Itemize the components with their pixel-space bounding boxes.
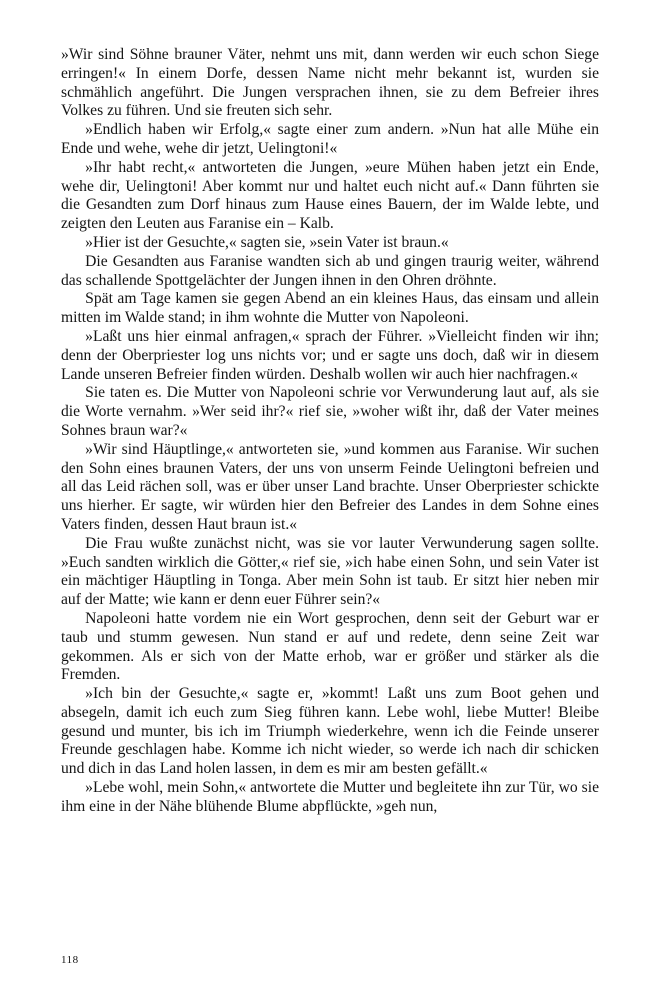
paragraph: »Wir sind Söhne brauner Väter, nehmt uns mit, dann werden wir euch schon Siege erringen!« In einem Dorfe, dessen Name nicht mehr bekannt ist, wurden sie schmählich angeführt. Die Jungen versprachen ihnen, sie zu dem Befreier ihres Volkes zu führen. Und sie freuten sich sehr. [61,46,599,120]
paragraph: Die Gesandten aus Faranise wandten sich ab und gingen traurig weiter, während das schallende Spottgelächter der Jungen ihnen in den Ohren dröhnte. [61,252,599,289]
paragraph: »Wir sind Häuptlinge,« antworteten sie, »und kommen aus Faranise. Wir suchen den Sohn eines braunen Vaters, der uns von unserm Feinde Uelingtoni befreien und all das Leid rächen soll, was er über unser Land brachte. Unser Oberpriester schickte uns hierher. Er sagte, wir würden hier den Befreier des Landes in dem Sohne eines Vaters finden, dessen Haut braun ist.« [61,440,599,533]
paragraph: »Ich bin der Gesuchte,« sagte er, »kommt! Laßt uns zum Boot gehen und absegeln, damit ich euch zum Sieg führen kann. Lebe wohl, liebe Mutter! Bleibe gesund und munter, bis ich im Triumph wiederkehre, wenn ich die Feinde unserer Freunde geschlagen habe. Komme ich nicht wieder, so werde ich nach dir schicken und dich in das Land holen lassen, in dem es mir am besten gefällt.« [61,685,599,778]
paragraph: »Endlich haben wir Erfolg,« sagte einer zum andern. »Nun hat alle Mühe ein Ende und wehe, wehe dir jetzt, Uelingtoni!« [61,121,599,157]
paragraph: »Ihr habt recht,« antworteten die Jungen, »eure Mühen haben jetzt ein Ende, wehe dir, Uelingtoni! Aber kommt nur und haltet euch nicht auf.« Dann führten sie die Gesandten zum Dorf hinaus zum Hause eines Bauern, der im Walde lebte, und zeigten den Leuten aus Faranise ein – Kalb. [61,158,599,233]
paragraph: Sie taten es. Die Mutter von Napoleoni schrie vor Verwunderung laut auf, als sie die Worte vernahm. »Wer seid ihr?« rief sie, »woher wißt ihr, daß der Vater meines Sohnes braun war?« [61,384,599,439]
page-number: 118 [61,954,79,966]
paragraph: »Lebe wohl, mein Sohn,« antwortete die Mutter und begleitete ihn zur Tür, wo sie ihm eine in der Nähe blühende Blume abpflückte, »geh nun, [61,779,599,815]
paragraph: »Laßt uns hier einmal anfragen,« sprach der Führer. »Vielleicht finden wir ihn; denn der Oberpriester log uns nichts vor; und er sagte uns doch, daß wir in diesem Lande unseren Befreier finden würden. Deshalb wollen wir auch hier nachfragen.« [61,327,599,383]
paragraph: Spät am Tage kamen sie gegen Abend an ein kleines Haus, das einsam und allein mitten im Walde stand; in ihm wohnte die Mutter von Napoleoni. [61,290,599,327]
body-text [61,46,599,817]
paragraph: Napoleoni hatte vordem nie ein Wort gesprochen, denn seit der Geburt war er taub und stumm gewesen. Nun stand er auf und redete, denn seine Zeit war gekommen. Als er sich von der Matte erhob, war er größer und stärker als die Fremden. [61,609,599,684]
paragraph: »Hier ist der Gesuchte,« sagten sie, »sein Vater ist braun.« [85,233,449,251]
paragraph: Die Frau wußte zunächst nicht, was sie vor lauter Verwunderung sagen sollte. »Euch sandten wirklich die Götter,« rief sie, »ich habe einen Sohn, und sein Vater ist ein mächtiger Häuptling in Tonga. Aber mein Sohn ist taub. Er sitzt hier neben mir auf der Matte; wie kann er denn euer Führer sein?« [61,534,599,609]
